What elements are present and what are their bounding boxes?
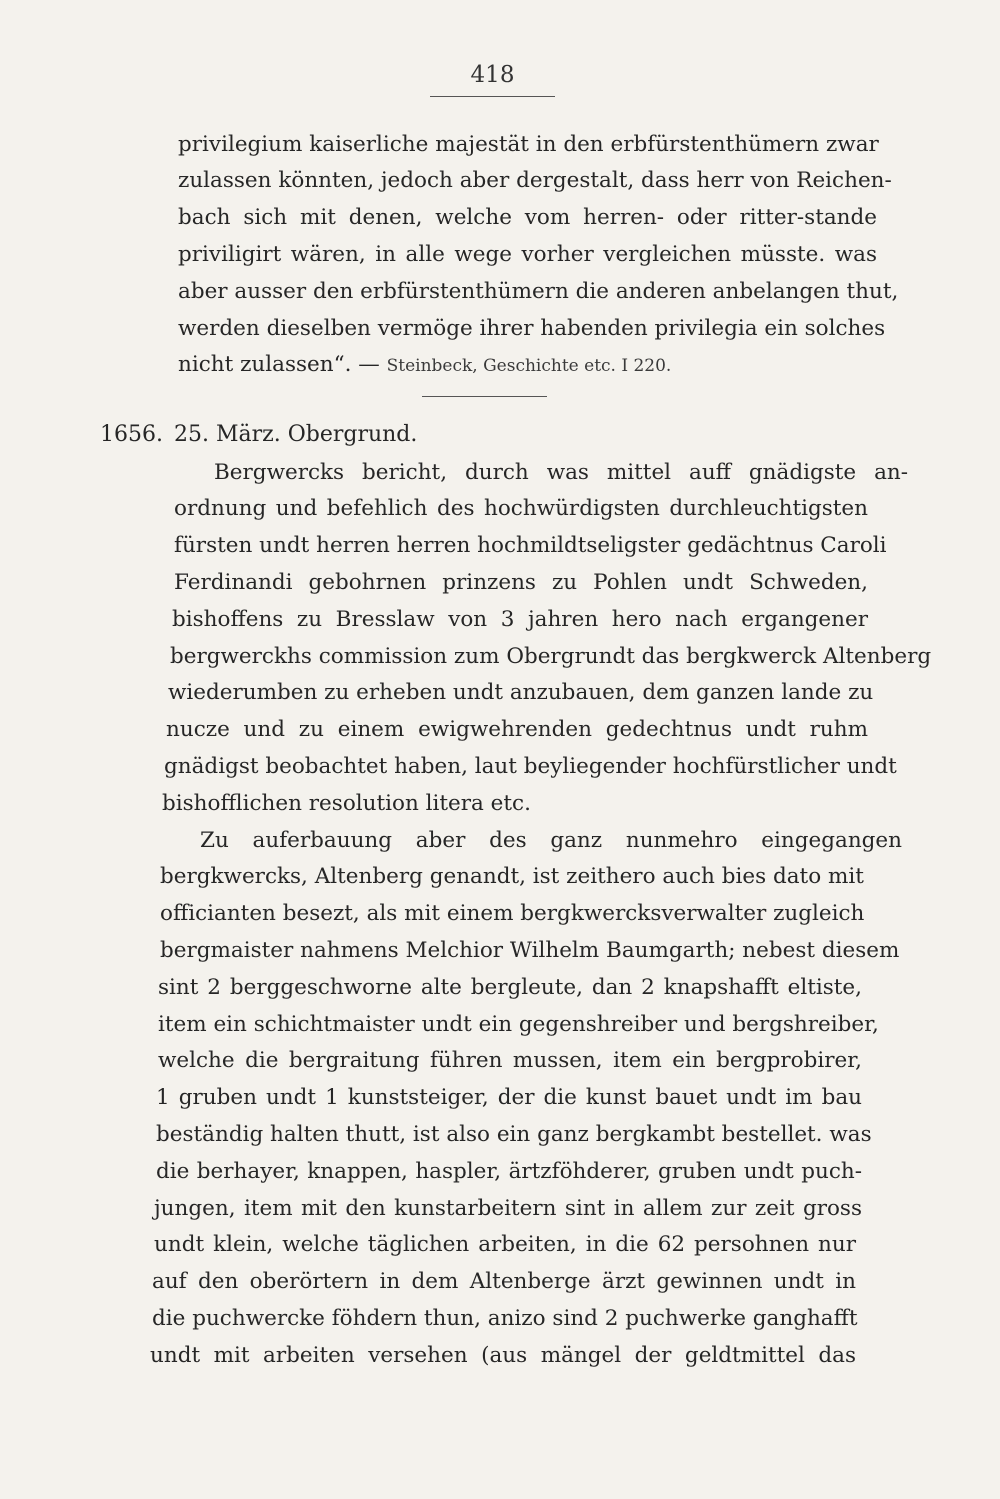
source-citation: Steinbeck, Geschichte etc. I 220.	[386, 356, 672, 376]
text-line: 1 gruben undt 1 kunststeiger, der die kunst bauet undt im bau	[156, 1085, 862, 1110]
text-line: priviligirt wären, in alle wege vorher vergleichen müsste. was	[178, 242, 877, 267]
header-rule	[430, 96, 555, 97]
text-line: privilegium kaiserliche majestät in den erbfürstenthümern zwar	[178, 132, 879, 157]
text-line: die puchwercke föhdern thun, anizo sind 2 puchwerke ganghafft	[152, 1306, 858, 1331]
text-line: officianten besezt, als mit einem bergkwercksverwalter zugleich	[160, 901, 865, 926]
text-line: bergmaister nahmens Melchior Wilhelm Baumgarth; nebest diesem	[160, 938, 900, 963]
text-line-last: bishofflichen resolution litera etc.	[162, 791, 531, 816]
text-line: gnädigst beobachtet haben, laut beyliegender hochfürstlicher undt	[164, 754, 897, 779]
entry-year: 1656.	[100, 422, 163, 447]
text-line: werden dieselben vermöge ihrer habenden privilegia ein solches	[178, 316, 886, 341]
text-line: zulassen könnten, jedoch aber dergestalt, dass herr von Reichen-	[178, 168, 892, 193]
text-line: item ein schichtmaister undt ein gegenshreiber und bergshreiber,	[158, 1012, 879, 1037]
text-line: beständig halten thutt, ist also ein ganz bergkambt bestellet. was	[156, 1122, 872, 1147]
text-line-end: nicht zulassen“. —	[178, 352, 387, 377]
page-number: 418	[470, 62, 515, 88]
text-line: bach sich mit denen, welche vom herren- oder ritter-stande	[178, 205, 877, 230]
text-line: jungen, item mit den kunstarbeitern sint in allem zur zeit gross	[154, 1196, 862, 1221]
text-line: bergkwercks, Altenberg genandt, ist zeithero auch bies dato mit	[160, 864, 864, 889]
text-line: die berhayer, knappen, haspler, ärtzföhderer, gruben undt puch-	[156, 1159, 862, 1184]
text-line: nucze und zu einem ewigwehrenden gedechtnus undt ruhm	[166, 717, 868, 742]
text-line: welche die bergraitung führen mussen, item ein bergprobirer,	[158, 1048, 862, 1073]
text-line: bishoffens zu Bresslaw von 3 jahren hero nach ergangener	[172, 607, 868, 632]
text-line: sint 2 berggeschworne alte bergleute, dan 2 knapshafft eltiste,	[158, 975, 862, 1000]
text-line: auf den oberörtern in dem Altenberge ärzt gewinnen undt in	[152, 1269, 856, 1294]
text-line: Zu auferbauung aber des ganz nunmehro eingegangen	[200, 828, 902, 853]
text-line: ordnung und befehlich des hochwürdigsten durchleuchtigsten	[174, 496, 868, 521]
section-divider	[422, 396, 547, 397]
entry-heading: 25. März. Obergrund.	[174, 422, 418, 447]
text-line: fürsten undt herren herren hochmildtseligster gedächtnus Caroli	[174, 533, 887, 558]
text-line: undt mit arbeiten versehen (aus mängel der geldtmittel das	[150, 1343, 856, 1368]
text-line: undt klein, welche täglichen arbeiten, in die 62 persohnen nur	[154, 1232, 856, 1257]
text-line-last	[178, 350, 878, 381]
text-line: bergwerckhs commission zum Obergrundt das bergkwerck Altenberg	[170, 644, 932, 669]
text-line: Ferdinandi gebohrnen prinzens zu Pohlen undt Schweden,	[174, 570, 868, 595]
text-line: aber ausser den erbfürstenthümern die anderen anbelangen thut,	[178, 279, 899, 304]
text-line: wiederumben zu erheben undt anzubauen, dem ganzen lande zu	[168, 680, 874, 705]
text-line: Bergwercks bericht, durch was mittel auff gnädigste an-	[214, 460, 908, 485]
